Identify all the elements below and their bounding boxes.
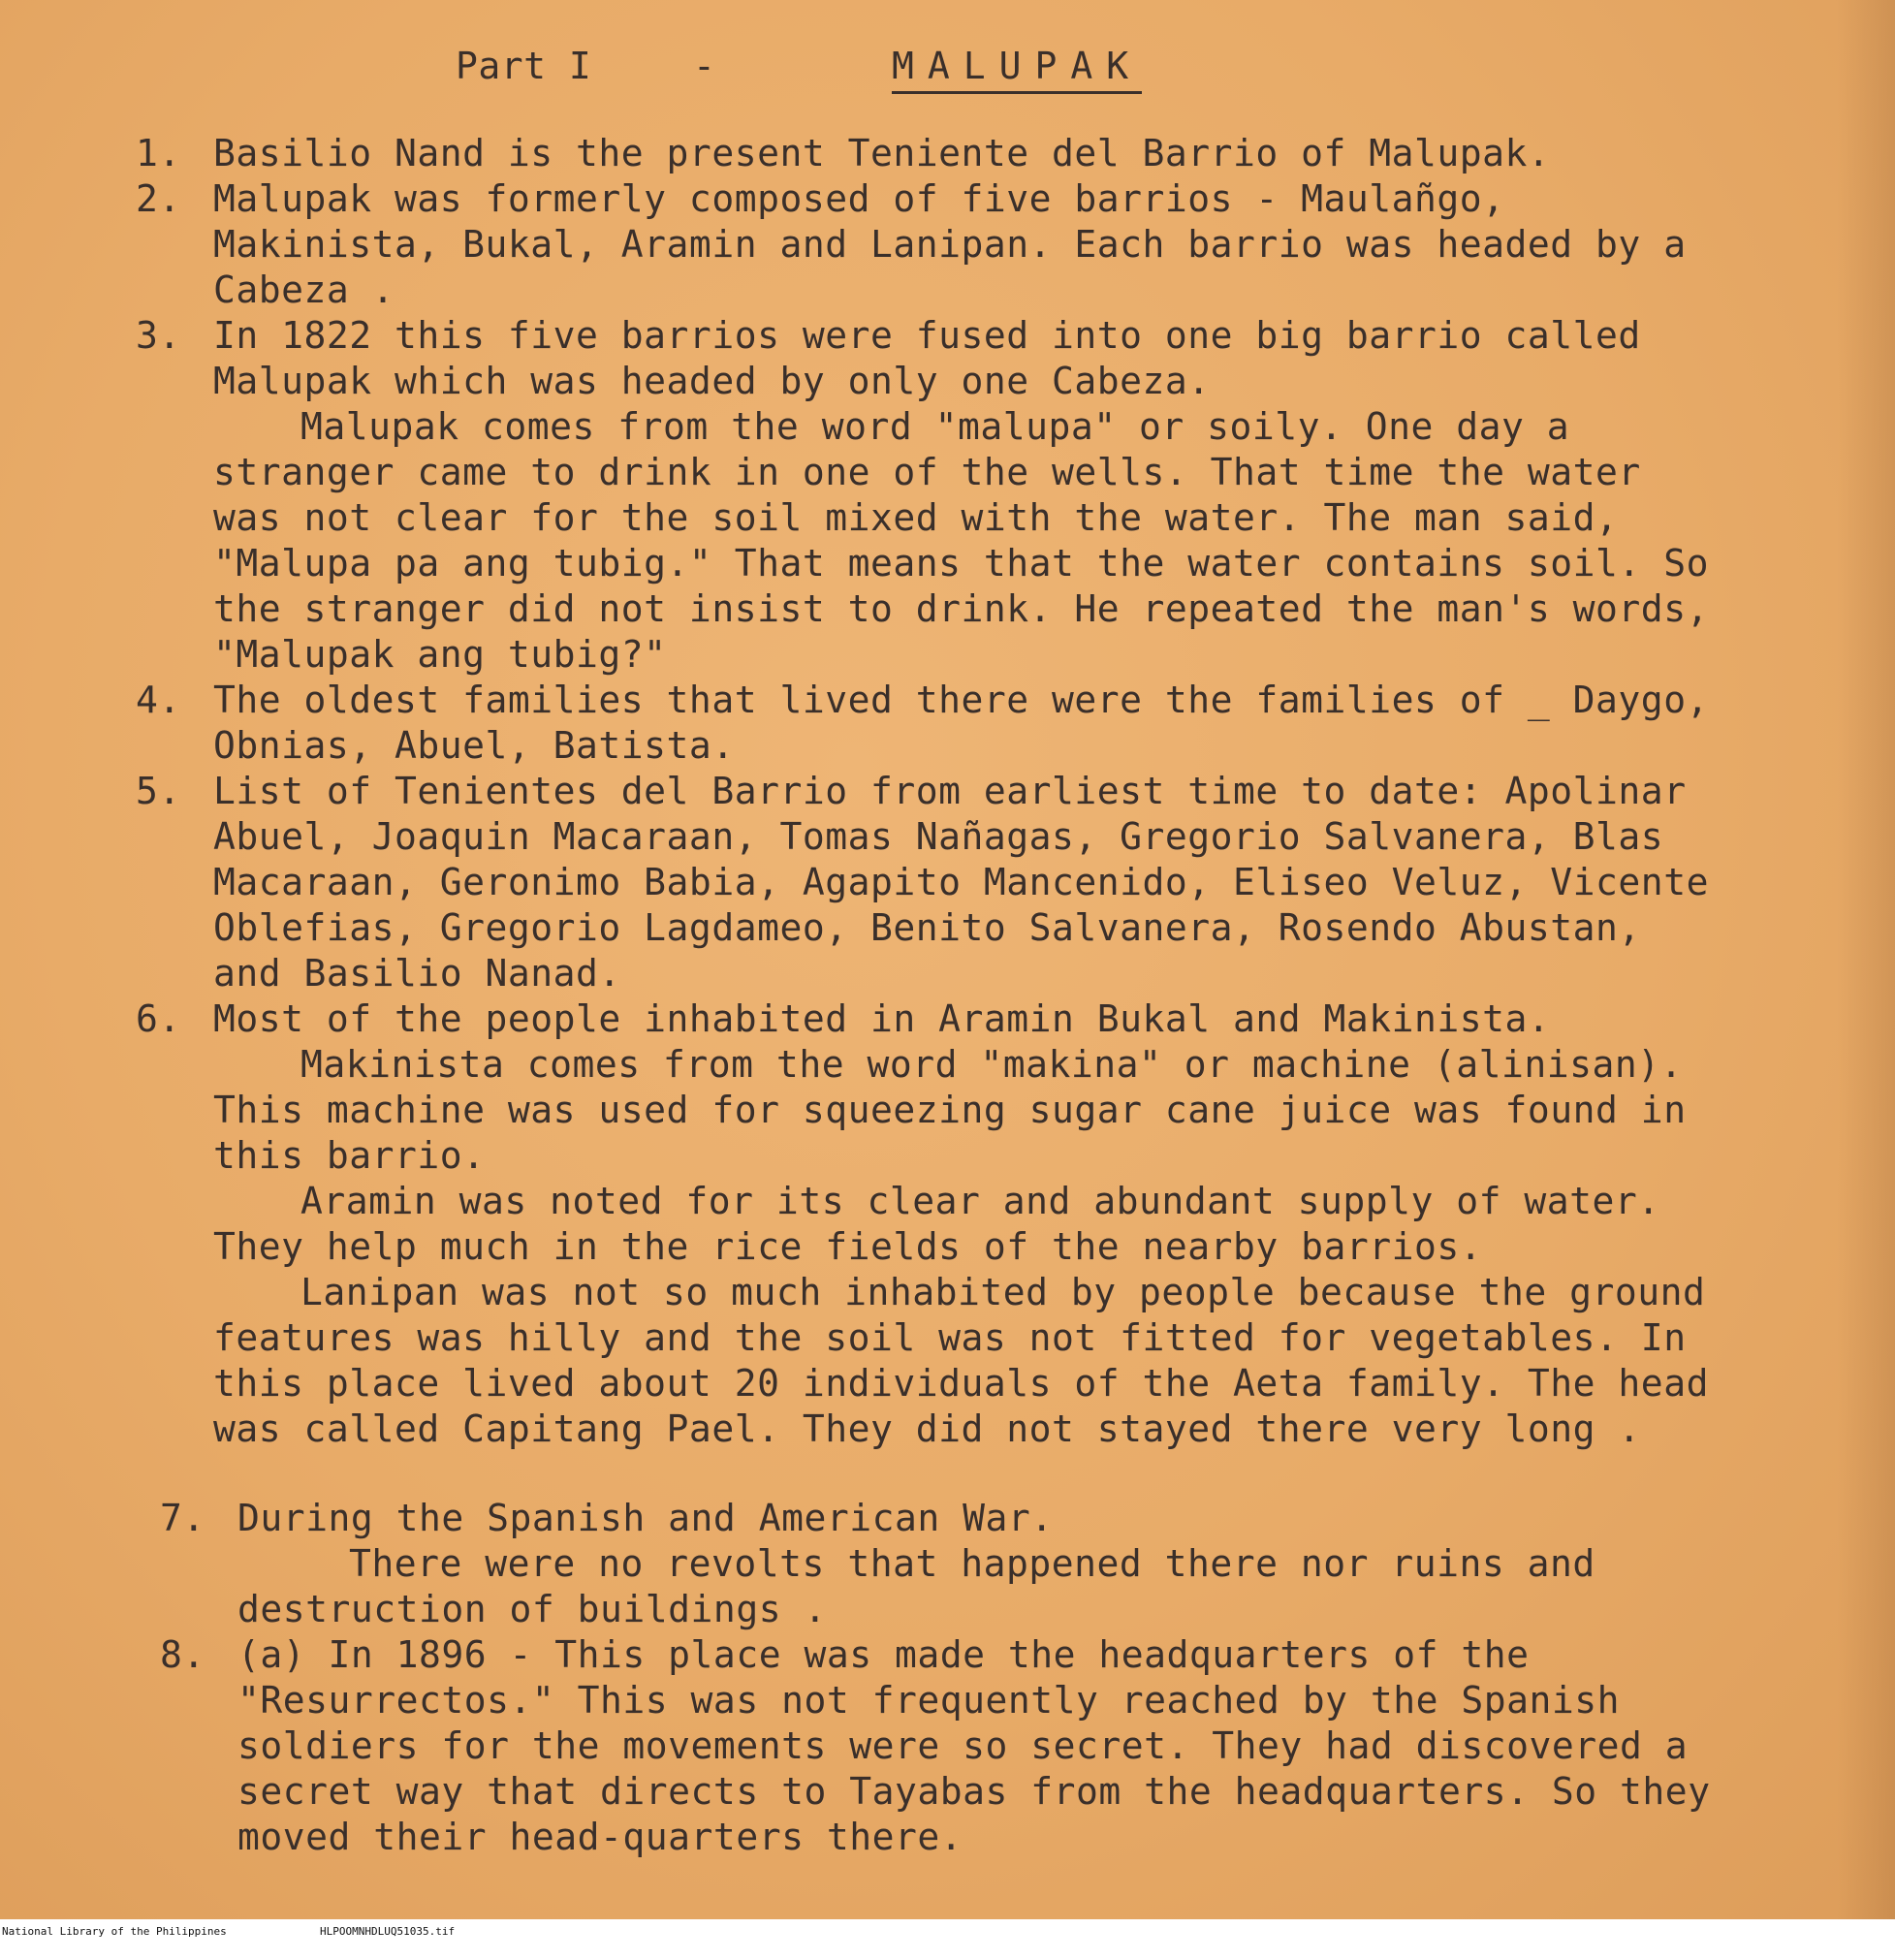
item-paragraph-makinista: Makinista comes from the word "makina" or machine (alinisan). This machine was used for squeezing sugar cane juice was found in this barrio. bbox=[213, 1043, 1687, 1177]
item-7 bbox=[136, 1496, 1725, 1632]
header-dash: - bbox=[693, 45, 716, 87]
item-2 bbox=[136, 176, 1725, 313]
scan-footer bbox=[0, 1922, 1895, 1942]
item-paragraph-lanipan: Lanipan was not so much inhabited by people because the ground features was hilly and the soil was not fitted for vegetables. In this place lived about 20 individuals of the Aeta family. The head was called Capitang Pael. They did not stayed there very long . bbox=[213, 1271, 1709, 1450]
item-number: 6. bbox=[136, 997, 181, 1040]
item-paragraph-aramin: Aramin was noted for its clear and abundant supply of water. They help much in the rice fields of the nearby barrios. bbox=[213, 1180, 1660, 1268]
item-text: During the Spanish and American War. bbox=[237, 1497, 1054, 1539]
item-text: Basilio Nand is the present Teniente del Barrio of Malupak. bbox=[213, 132, 1551, 174]
item-number: 7. bbox=[160, 1497, 205, 1539]
item-number: 4. bbox=[136, 679, 181, 721]
library-credit: National Library of the Philippines bbox=[2, 1925, 227, 1938]
page-title: MALUPAK bbox=[892, 44, 1142, 94]
item-paragraph: There were no revolts that happened there nor ruins and destruction of buildings . bbox=[237, 1542, 1595, 1630]
item-number: 1. bbox=[136, 132, 181, 174]
item-text: Most of the people inhabited in Aramin Bukal and Makinista. bbox=[213, 997, 1551, 1040]
file-name: HLPOOMNHDLUQ51035.tif bbox=[320, 1925, 456, 1938]
typewritten-text bbox=[136, 39, 1725, 1860]
part-label: Part I bbox=[456, 45, 592, 87]
item-text: In 1822 this five barrios were fused into one big barrio called Malupak which was headed by only one Cabeza. bbox=[213, 314, 1641, 402]
item-8 bbox=[136, 1632, 1725, 1860]
item-1 bbox=[136, 131, 1725, 176]
item-text: (a) In 1896 - This place was made the headquarters of the "Resurrectos." This was not frequently reached by the Spanish soldiers for the movements were so secret. They had discovered a secret way that directs to Tayabas from the headquarters. So they moved their head-quarters there. bbox=[237, 1633, 1711, 1858]
item-number: 8. bbox=[160, 1633, 205, 1676]
item-text: List of Tenientes del Barrio from earliest time to date: Apolinar Abuel, Joaquin Macaraan, Tomas Nañagas, Gregorio Salvanera, Blas Macaraan, Geronimo Babia, Agapito Mancenido, Eliseo Veluz, Vicente Oblefias, Gregorio Lagdameo, Benito Salvanera, Rosendo Abustan, and Basilio Nanad. bbox=[213, 770, 1709, 995]
item-5 bbox=[136, 769, 1725, 996]
item-3 bbox=[136, 313, 1725, 678]
header bbox=[136, 39, 1725, 97]
item-text: The oldest families that lived there were the families of _ Daygo, Obnias, Abuel, Batista. bbox=[213, 679, 1709, 767]
item-number: 5. bbox=[136, 770, 181, 812]
item-paragraph: Malupak comes from the word "malupa" or soily. One day a stranger came to drink in one of the wells. That time the water was not clear for the soil mixed with the water. The man said, "Malupa pa ang tubig." That means that the water contains soil. So the stranger did not insist to drink. He repeated the man's words, "Malupak ang tubig?" bbox=[213, 405, 1709, 676]
item-number: 2. bbox=[136, 177, 181, 220]
item-6 bbox=[136, 996, 1725, 1452]
spacer bbox=[136, 1452, 1725, 1496]
item-number: 3. bbox=[136, 314, 181, 357]
item-text: Malupak was formerly composed of five barrios - Maulañgo, Makinista, Bukal, Aramin and Lanipan. Each barrio was headed by a Cabeza . bbox=[213, 177, 1687, 311]
item-4 bbox=[136, 678, 1725, 769]
